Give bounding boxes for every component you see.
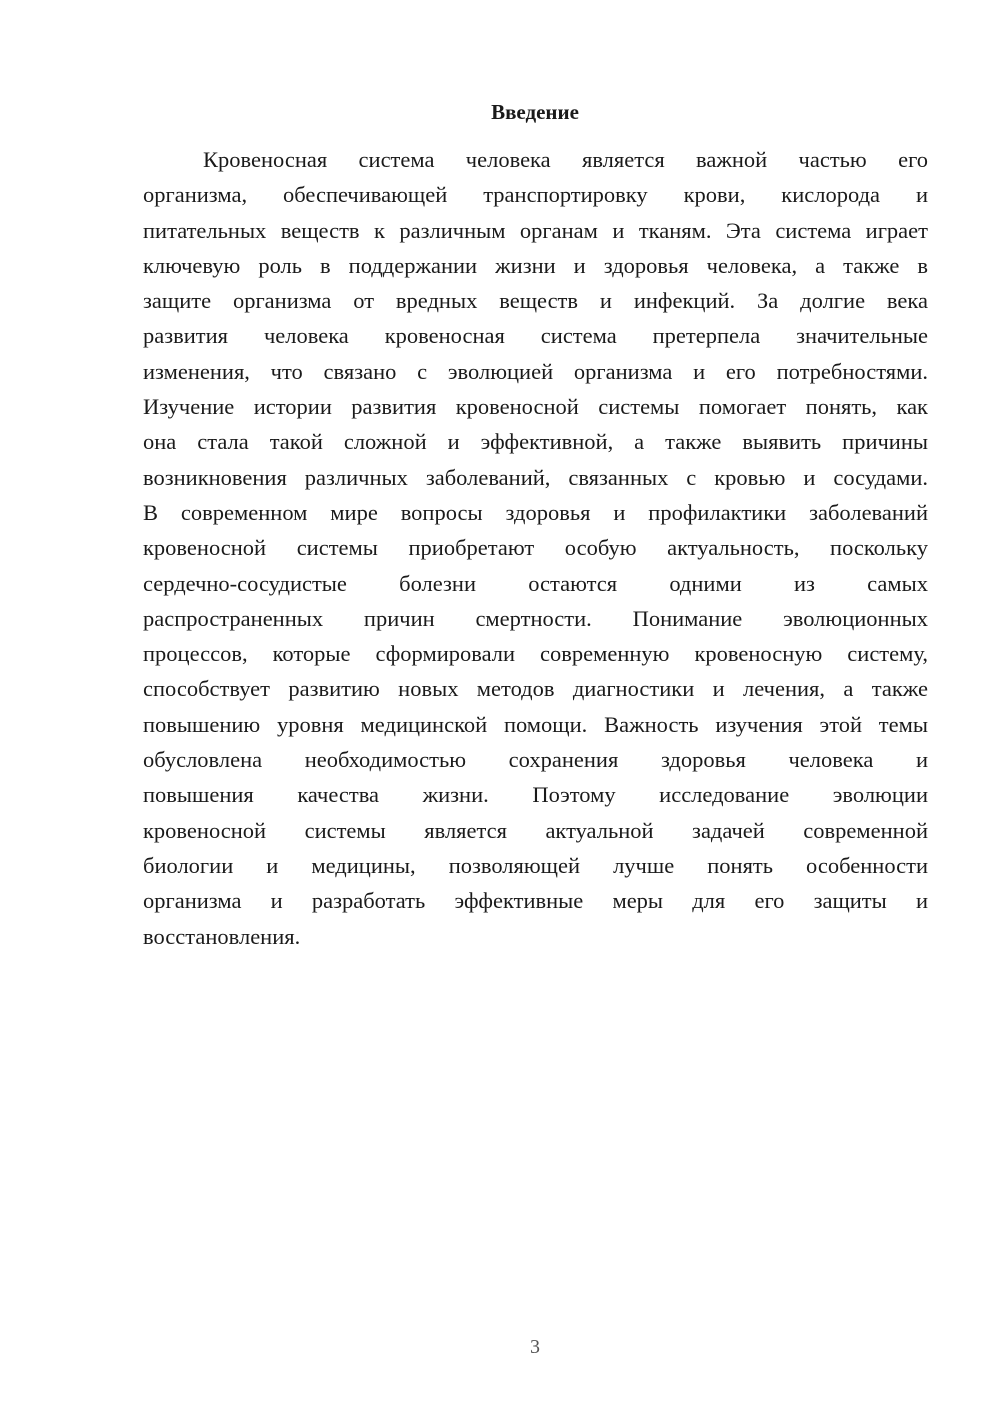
paragraph-line: восстановления.	[143, 923, 301, 949]
paragraph-line: В современном мире вопросы здоровья и профилактики заболеваний	[143, 499, 928, 525]
paragraph-line: питательных веществ к различным органам и тканям. Эта система играет	[143, 217, 928, 243]
paragraph-line: Кровеносная система человека является важной частью его	[203, 147, 928, 172]
paragraph-line: защите организма от вредных веществ и инфекций. За долгие века	[143, 288, 928, 314]
page-number: 3	[530, 1336, 540, 1358]
paragraph-line: способствует развитию новых методов диагностики и лечения, а также	[143, 676, 928, 702]
paragraph-line: кровеносной системы приобретают особую актуальность, поскольку	[143, 535, 928, 561]
paragraph-line: повышения качества жизни. Поэтому исследование эволюции	[143, 782, 928, 808]
paragraph-line: биологии и медицины, позволяющей лучше понять особенности	[143, 852, 928, 878]
paragraph-line: кровеносной системы является актуальной задачей современной	[143, 817, 928, 843]
body-paragraph	[143, 142, 928, 954]
paragraph-line: она стала такой сложной и эффективной, а также выявить причины	[143, 429, 928, 455]
paragraph-line: процессов, которые сформировали современную кровеносную систему,	[143, 641, 928, 667]
paragraph-line: Изучение истории развития кровеносной системы помогает понять, как	[143, 394, 928, 420]
paragraph-line: повышению уровня медицинской помощи. Важность изучения этой темы	[143, 711, 928, 737]
paragraph-line: сердечно-сосудистые болезни остаются одними из самых	[143, 570, 928, 596]
paragraph-line: развития человека кровеносная система претерпела значительные	[143, 323, 928, 349]
paragraph-line: организма и разработать эффективные меры для его защиты и	[143, 888, 928, 914]
section-heading: Введение	[491, 100, 579, 124]
paragraph-line: изменения, что связано с эволюцией организма и его потребностями.	[143, 358, 928, 384]
paragraph-line: ключевую роль в поддержании жизни и здоровья человека, а также в	[143, 252, 928, 278]
paragraph-line: обусловлена необходимостью сохранения здоровья человека и	[143, 747, 928, 773]
paragraph-line: организма, обеспечивающей транспортировку крови, кислорода и	[143, 182, 928, 208]
paragraph-line: возникновения различных заболеваний, связанных с кровью и сосудами.	[143, 464, 928, 490]
paragraph-line: распространенных причин смертности. Понимание эволюционных	[143, 605, 928, 631]
